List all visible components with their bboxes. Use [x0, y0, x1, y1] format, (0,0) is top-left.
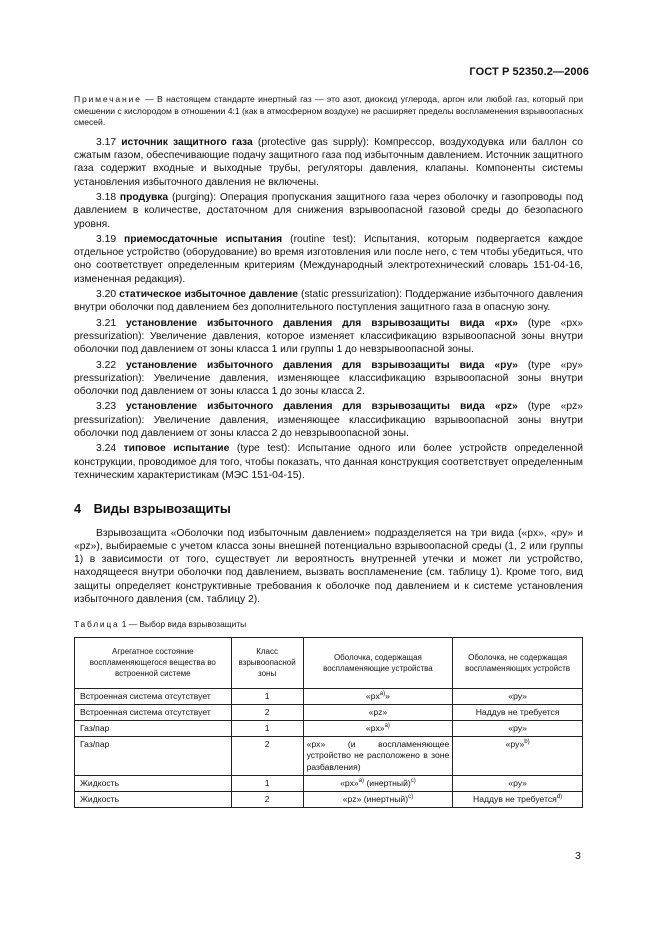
cell-without-ignition: Наддув не требуется [453, 704, 583, 720]
cell-zone: 1 [231, 688, 303, 704]
cell-with-ignition: «px» (и воспламеняющее устройство не расположено в зоне разбавления) [303, 737, 453, 776]
footnote-ref: d) [556, 794, 563, 801]
cell-with-ignition: «pz» [303, 704, 453, 720]
page-content [74, 94, 583, 808]
definition-3-21 [74, 317, 583, 357]
column-header: Класс взрывоопасной зоны [231, 637, 303, 688]
column-header: Оболочка, содержащая воспламеняющие устройства [303, 637, 453, 688]
cell-zone: 2 [231, 737, 303, 776]
section-heading [74, 502, 583, 515]
definition-number: 3.17 [96, 136, 117, 148]
table-row [75, 775, 583, 791]
cell-with-ignition: «px»$^{a)}$ [303, 720, 453, 736]
definition-3-24 [74, 442, 583, 482]
definition-3-19 [74, 233, 583, 286]
column-header: Оболочка, не содержащая воспламеняющих устройств [453, 637, 583, 688]
document-id: ГОСТ Р 52350.2—2006 [469, 66, 589, 78]
table-row [75, 704, 583, 720]
section-paragraph: Взрывозащита «Оболочки под избыточным давлением» подразделяется на три вида («px», «py» и «pz»), выбираемые с учетом класса зоны внешней потенциально взрывоопасной среды (1, 2 или группы 1) в зависимости от того, существует ли вероятность внутренней утечки и может ли устройство, находящееся внутри оболочки под давлением, вызвать воспламенение (см. таблицу 1). Кроме того, вид защиты определяет конструктивные требования к оболочке под давлением и к системе установления избыточного давления (см. таблицу 2). [74, 527, 583, 605]
definition-3-17 [74, 136, 583, 189]
definition-term: установление избыточного давления для взрывозащиты вида «pz» [126, 401, 518, 413]
definition-text: (type «pz» pressurization): Увеличение давления, изменяющее классификацию взрывоопасной зоны внутри оболочки под давлением от зоны класса 2 до невзрывоопасной зоны. [74, 401, 583, 440]
cell-without-ignition: «py» [453, 775, 583, 791]
definition-text: (purging): Операция пропускания защитного газа через оболочку и газопроводы под давлением в количестве, достаточном для снижения взрывоопасной газовой среды до безопасного уровня. [74, 191, 583, 230]
cell-state: Встроенная система отсутствует [75, 704, 232, 720]
definition-term: установление избыточного давления для взрывозащиты вида «py» [125, 359, 518, 371]
footnote-ref: a) [384, 723, 390, 730]
definition-number: 3.20 [96, 289, 117, 301]
cell-with-ignition: «px»$^{a)}$ (инертный)$^{c)}$ [303, 775, 453, 791]
cell-with-ignition: «pz» (инертный)$^{c)}$ [303, 792, 453, 808]
definition-text: (type test): Испытание одного или более устройств определенной конструкции, проводимое для того, чтобы показать, что данная конструкция соответствует определенным техническим характеристикам (МЭС 151-04-15). [74, 443, 583, 481]
cell-zone: 2 [231, 792, 303, 808]
cell-without-ignition: Наддув не требуется$^{d)}$ [453, 792, 583, 808]
cell-zone: 1 [231, 775, 303, 791]
selection-table [74, 637, 583, 809]
table-caption [74, 618, 583, 631]
definition-number: 3.22 [96, 359, 117, 371]
section-number: 4 [74, 501, 82, 517]
definition-term: типовое испытание [123, 443, 230, 455]
definition-term: продувка [119, 191, 169, 203]
note-label: Примечание [74, 94, 142, 104]
definition-text: (type «py» pressurization): Увеличение давления, изменяющее классификацию взрывоопасной зоны внутри оболочки под давлением от зоны класса 1 до зоны класса 2. [74, 359, 583, 398]
definition-3-20 [74, 288, 583, 315]
footnote-ref: a) [358, 777, 365, 784]
section-title: Виды взрывозащиты [93, 501, 231, 517]
definition-number: 3.24 [96, 443, 117, 455]
definitions-list [74, 136, 583, 482]
definition-term: приемосдаточные испытания [124, 233, 283, 245]
table-caption-label: Таблица [74, 619, 120, 630]
cell-without-ignition: «py»$^{b)}$ [453, 737, 583, 776]
cell-without-ignition: «py» [453, 688, 583, 704]
footnote-ref: a) [379, 690, 386, 697]
footnote-ref: b) [524, 739, 530, 746]
table-caption-text: 1 — Выбор вида взрывозащиты [119, 619, 247, 630]
definition-number: 3.18 [96, 191, 117, 203]
note [74, 94, 583, 129]
definition-3-22 [74, 359, 583, 399]
cell-zone: 2 [231, 704, 303, 720]
cell-state: Встроенная система отсутствует [75, 688, 232, 704]
definition-3-18 [74, 191, 583, 231]
table-row [75, 688, 583, 704]
definition-number: 3.19 [96, 233, 117, 245]
cell-without-ignition: «py» [453, 720, 583, 736]
cell-state: Газ/пар [75, 737, 232, 776]
definition-3-23 [74, 400, 583, 440]
page-number: 3 [575, 850, 581, 862]
definition-text: (routine test): Испытания, которым подвергается каждое отдельное устройство (оборудование) во время изготовления или после него, с тем чтобы убедиться, что оно соответствует определенным критериям (Международный электротехнический словарь 151-04-16, измененная редакция). [74, 233, 583, 285]
footnote-ref: c) [410, 777, 416, 784]
cell-with-ignition: «$px^{a)}$» [303, 688, 453, 704]
note-text: — В настоящем стандарте инертный газ — это азот, диоксид углерода, аргон или любой газ, который при смешении с кислородом в отношении 4:1 (как в атмосферном воздухе) не расширяет пределы воспламенения взрывоопасных смесей. [74, 94, 583, 128]
definition-text: (type «px» pressurization): Увеличение давления, которое изменяет классификацию взрывоопасной зоны внутри оболочки под давлением от зоны класса 1 или группы 1 до невзрывоопасной зоны. [74, 317, 583, 356]
table-header-row [75, 637, 583, 688]
definition-term: статическое избыточное давление [119, 289, 298, 301]
table-row [75, 792, 583, 808]
cell-state: Газ/пар [75, 720, 232, 736]
cell-state: Жидкость [75, 775, 232, 791]
cell-state: Жидкость [75, 792, 232, 808]
definition-term: источник защитного газа [121, 136, 253, 148]
definition-number: 3.23 [96, 401, 117, 413]
definition-term: установление избыточного давления для взрывозащиты вида «px» [125, 317, 518, 329]
column-header: Агрегатное состояние воспламеняющегося вещества во встроенной системе [75, 637, 232, 688]
table-row [75, 720, 583, 736]
table-row [75, 737, 583, 776]
definition-text: (protective gas supply): Компрессор, воздуходувка или баллон со сжатым газом, обеспечивающие подачу защитного газа под избыточным давлением. Источник защитного газа содержит входные и выходные трубы, регуляторы давления, клапаны. Компоненты системы установления избыточного давления не включены. [74, 136, 583, 188]
cell-zone: 1 [231, 720, 303, 736]
footnote-ref: c) [408, 794, 414, 801]
definition-text: (static pressurization): Поддержание избыточного давления внутри оболочки под давлением без дополнительного поступления защитного газа в опасную зону. [74, 289, 583, 314]
definition-number: 3.21 [96, 317, 117, 329]
